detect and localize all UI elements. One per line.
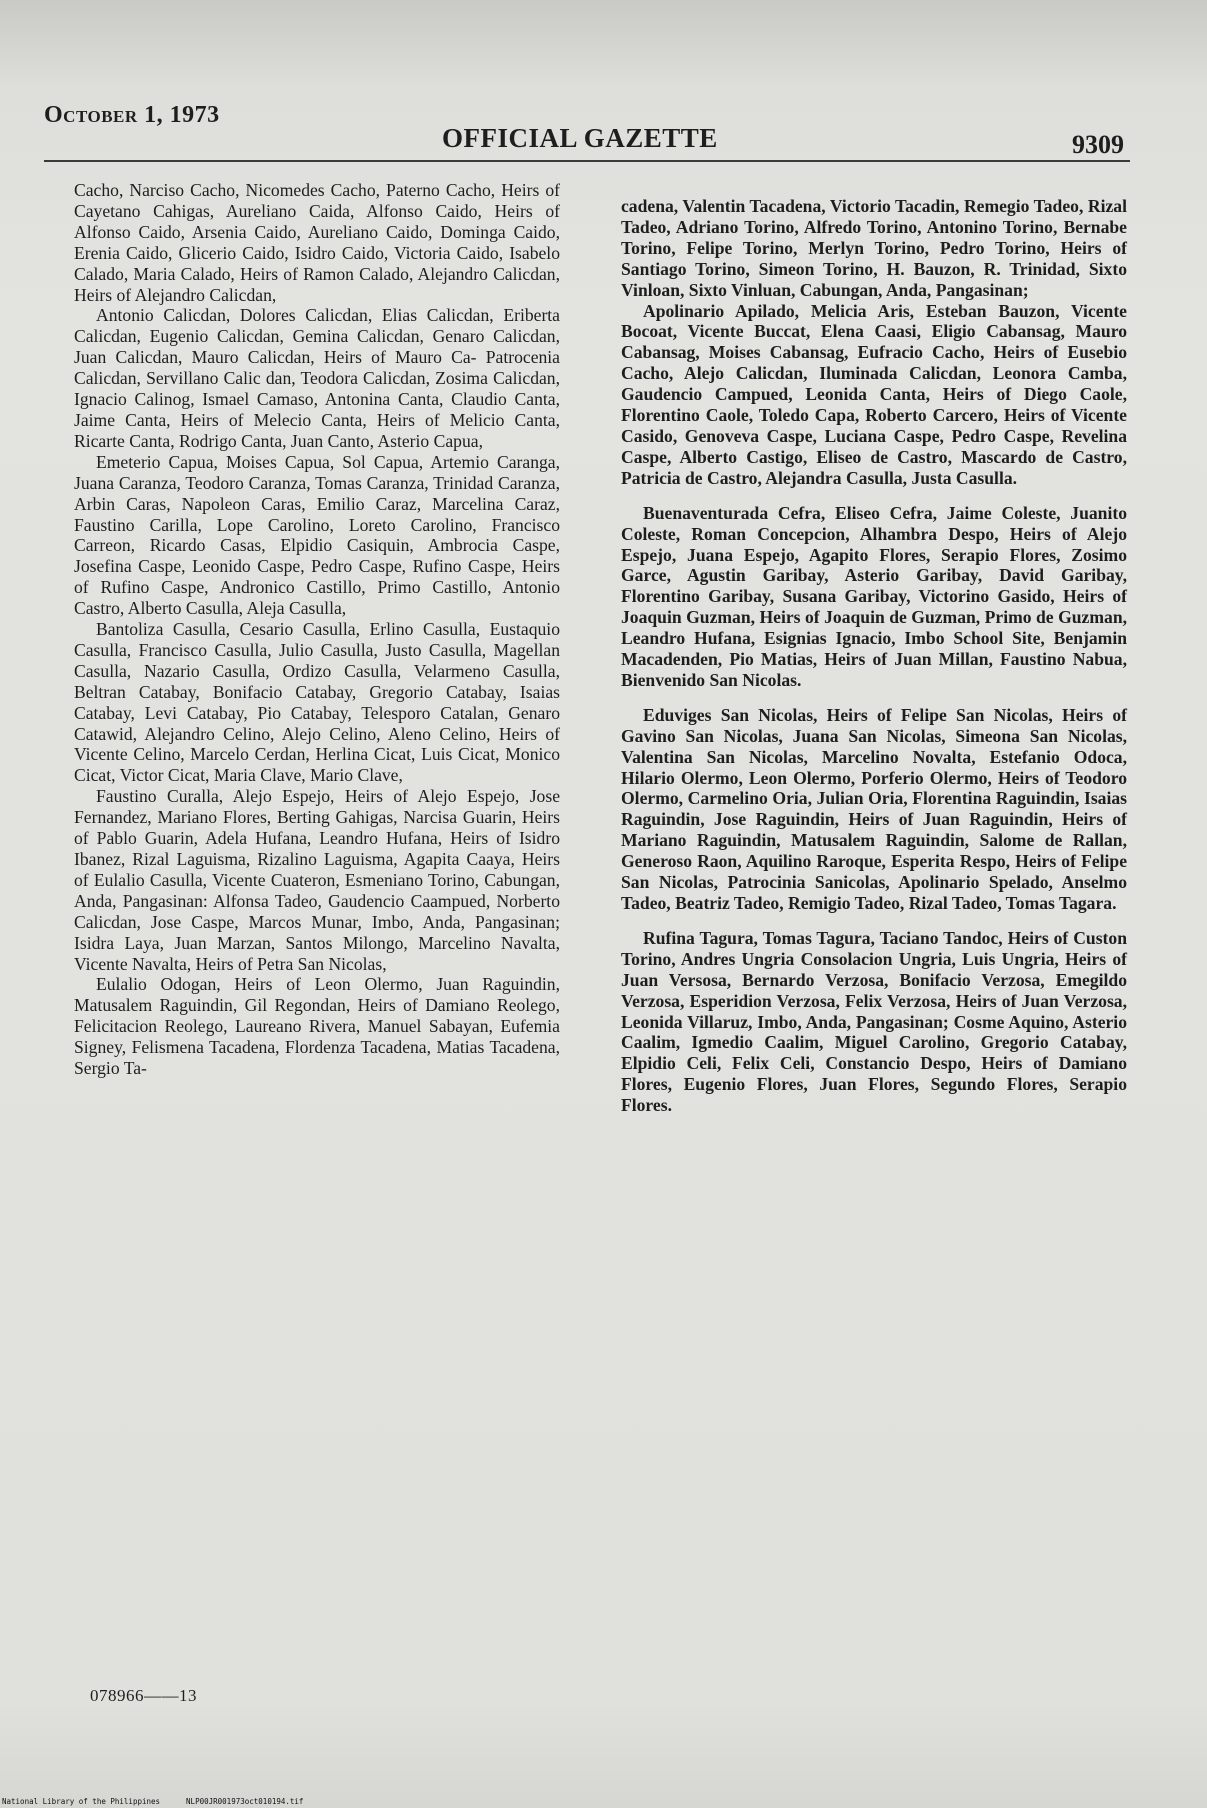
right-paragraph: cadena, Valentin Tacadena, Victorio Tacadin, Remegio Tadeo, Rizal Tadeo, Adriano Torino, Alfredo Torino, Antonino Torino, Bernabe Torino, Felipe Torino, Merlyn Torino, Pedro Torino, Heirs of Santiago Torino, Simeon Torino, H. Bauzon, R. Trinidad, Sixto Vinloan, Sixto Vinluan, Cabungan, Anda, Pangasinan;	[621, 196, 1127, 300]
right-paragraph: Buenaventurada Cefra, Eliseo Cefra, Jaime Coleste, Juanito Coleste, Roman Concepcion, Alhambra Despo, Heirs of Alejo Espejo, Juana Espejo, Agapito Flores, Serapio Flores, Zosimo Garce, Agustin Garibay, Asterio Garibay, David Garibay, Florentino Garibay, Susana Garibay, Victorino Gasido, Heirs of Joaquin Guzman, Heirs of Joaquin de Guzman, Primo de Guzman, Leandro Hufana, Esignias Ignacio, Imbo School Site, Benjamin Macadenden, Pio Matias, Heirs of Juan Millan, Faustino Nabua, Bienvenido San Nicolas.	[621, 502, 1127, 690]
left-paragraph: Emeterio Capua, Moises Capua, Sol Capua, Artemio Caranga, Juana Caranza, Teodoro Caranza, Tomas Caranza, Trinidad Caranza, Arbin Caras, Napoleon Caras, Emilio Caraz, Marcelina Caraz, Faustino Carilla, Lope Carolino, Loreto Carolino, Francisco Carreon, Ricardo Casas, Elpidio Casiquin, Ambrocia Caspe, Josefina Caspe, Leonido Caspe, Pedro Caspe, Rufino Caspe, Heirs of Rufino Caspe, Andronico Castillo, Primo Castillo, Antonio Castro, Alberto Casulla, Aleja Casulla,	[74, 451, 560, 619]
right-paragraph: Eduviges San Nicolas, Heirs of Felipe San Nicolas, Heirs of Gavino San Nicolas, Juana San Nicolas, Simeona San Nicolas, Valentina San Nicolas, Marcelino Novalta, Estefanio Odoca, Hilario Olermo, Leon Olermo, Porferio Olermo, Heirs of Teodoro Olermo, Carmelino Oria, Julian Oria, Florentina Raguindin, Isaias Raguindin, Jose Raguindin, Heirs of Juan Raguindin, Heirs of Mariano Raguindin, Matusalem Raguindin, Salome de Rallan, Generoso Raon, Aquilino Raroque, Esperita Respo, Heirs of Felipe San Nicolas, Patrocinia Sanicolas, Apolinario Spelado, Anselmo Tadeo, Beatriz Tadeo, Remigio Tadeo, Rizal Tadeo, Tomas Tagara.	[621, 704, 1127, 913]
header-rule	[44, 160, 1130, 162]
left-column	[74, 180, 560, 1079]
print-code: 078966——13	[90, 1686, 197, 1705]
header-date: October 1, 1973	[44, 102, 220, 128]
scan-library-name: National Library of the Philippines	[2, 1797, 161, 1806]
left-paragraph: Eulalio Odogan, Heirs of Leon Olermo, Juan Raguindin, Matusalem Raguindin, Gil Regondan, Heirs of Damiano Reolego, Felicitacion Reolego, Laureano Rivera, Manuel Sabayan, Eufemia Signey, Felismena Tacadena, Flordenza Tacadena, Matias Tacadena, Sergio Ta-	[74, 974, 560, 1079]
right-column	[621, 196, 1127, 1116]
left-paragraph: Antonio Calicdan, Dolores Calicdan, Elias Calicdan, Eriberta Calicdan, Eugenio Calicdan, Gemina Calicdan, Genaro Calicdan, Juan Calicdan, Mauro Calicdan, Heirs of Mauro Ca- Patrocenia Calicdan, Servillano Calic dan, Teodora Calicdan, Zosima Calicdan, Ignacio Calinog, Ismael Camaso, Antonina Canta, Claudio Canta, Jaime Canta, Heirs of Melecio Canta, Heirs of Melicio Canta, Ricarte Canta, Rodrigo Canta, Juan Canto, Asterio Capua,	[74, 305, 560, 451]
right-paragraph: Apolinario Apilado, Melicia Aris, Esteban Bauzon, Vicente Bocoat, Vicente Buccat, Elena Caasi, Eligio Cabansag, Mauro Cabansag, Moises Cabansag, Eufracio Cacho, Heirs of Eusebio Cacho, Alejo Calicdan, Iluminada Calicdan, Leonora Camba, Gaudencio Campued, Leonida Canta, Heirs of Diego Caole, Florentino Caole, Toledo Capa, Roberto Carcero, Heirs of Vicente Casido, Genoveva Caspe, Luciana Caspe, Pedro Caspe, Revelina Caspe, Alberto Castigo, Eliseo de Castro, Mascardo de Castro, Patricia de Castro, Alejandra Casulla, Justa Casulla.	[621, 300, 1127, 488]
left-paragraph: Bantoliza Casulla, Cesario Casulla, Erlino Casulla, Eustaquio Casulla, Francisco Casulla, Julio Casulla, Justo Casulla, Magellan Casulla, Nazario Casulla, Ordizo Casulla, Velarmeno Casulla, Beltran Catabay, Bonifacio Catabay, Gregorio Catabay, Isaias Catabay, Levi Catabay, Pio Catabay, Telesporo Catalan, Genaro Catawid, Alejandro Celino, Alejo Celino, Aleno Celino, Heirs of Vicente Celino, Marcelo Cerdan, Herlina Cicat, Luis Cicat, Monico Cicat, Victor Cicat, Maria Clave, Mario Clave,	[74, 619, 560, 786]
scan-filename: NLP00JR001973oct010194.tif	[186, 1797, 304, 1806]
left-paragraph: Faustino Curalla, Alejo Espejo, Heirs of Alejo Espejo, Jose Fernandez, Mariano Flores, Berting Gahigas, Narcisa Guarin, Heirs of Pablo Guarin, Adela Hufana, Leandro Hufana, Heirs of Isidro Ibanez, Rizal Laguisma, Rizalino Laguisma, Agapita Caaya, Heirs of Eulalio Casulla, Vicente Cuateron, Esmeniano Torino, Cabungan, Anda, Pangasinan: Alfonsa Tadeo, Gaudencio Caampued, Norberto Calicdan, Jose Caspe, Marcos Munar, Imbo, Anda, Pangasinan; Isidra Laya, Juan Marzan, Santos Milongo, Marcelino Navalta, Vicente Navalta, Heirs of Petra San Nicolas,	[74, 786, 560, 974]
header-title: OFFICIAL GAZETTE	[442, 123, 718, 153]
header-page-number: 9309	[1072, 130, 1124, 159]
scan-footer	[2, 1797, 303, 1806]
right-paragraph: Rufina Tagura, Tomas Tagura, Taciano Tandoc, Heirs of Custon Torino, Andres Ungria Consolacion Ungria, Luis Ungria, Heirs of Juan Versosa, Bernardo Verzosa, Bonifacio Verzosa, Emegildo Verzosa, Esperidion Verzosa, Felix Verzosa, Heirs of Juan Verzosa, Leonida Villaruz, Imbo, Anda, Pangasinan; Cosme Aquino, Asterio Caalim, Igmedio Caalim, Miguel Carolino, Gregorio Catabay, Elpidio Celi, Felix Celi, Constancio Despo, Heirs of Damiano Flores, Eugenio Flores, Juan Flores, Segundo Flores, Serapio Flores.	[621, 927, 1127, 1116]
left-paragraph: Cacho, Narciso Cacho, Nicomedes Cacho, Paterno Cacho, Heirs of Cayetano Cahigas, Aureliano Caida, Alfonso Caido, Heirs of Alfonso Caido, Arsenia Caido, Aureliano Caido, Dominga Caido, Erenia Caido, Glicerio Caido, Isidro Caido, Victoria Caido, Isabelo Calado, Maria Calado, Heirs of Ramon Calado, Alejandro Calicdan, Heirs of Alejandro Calicdan,	[74, 180, 560, 305]
